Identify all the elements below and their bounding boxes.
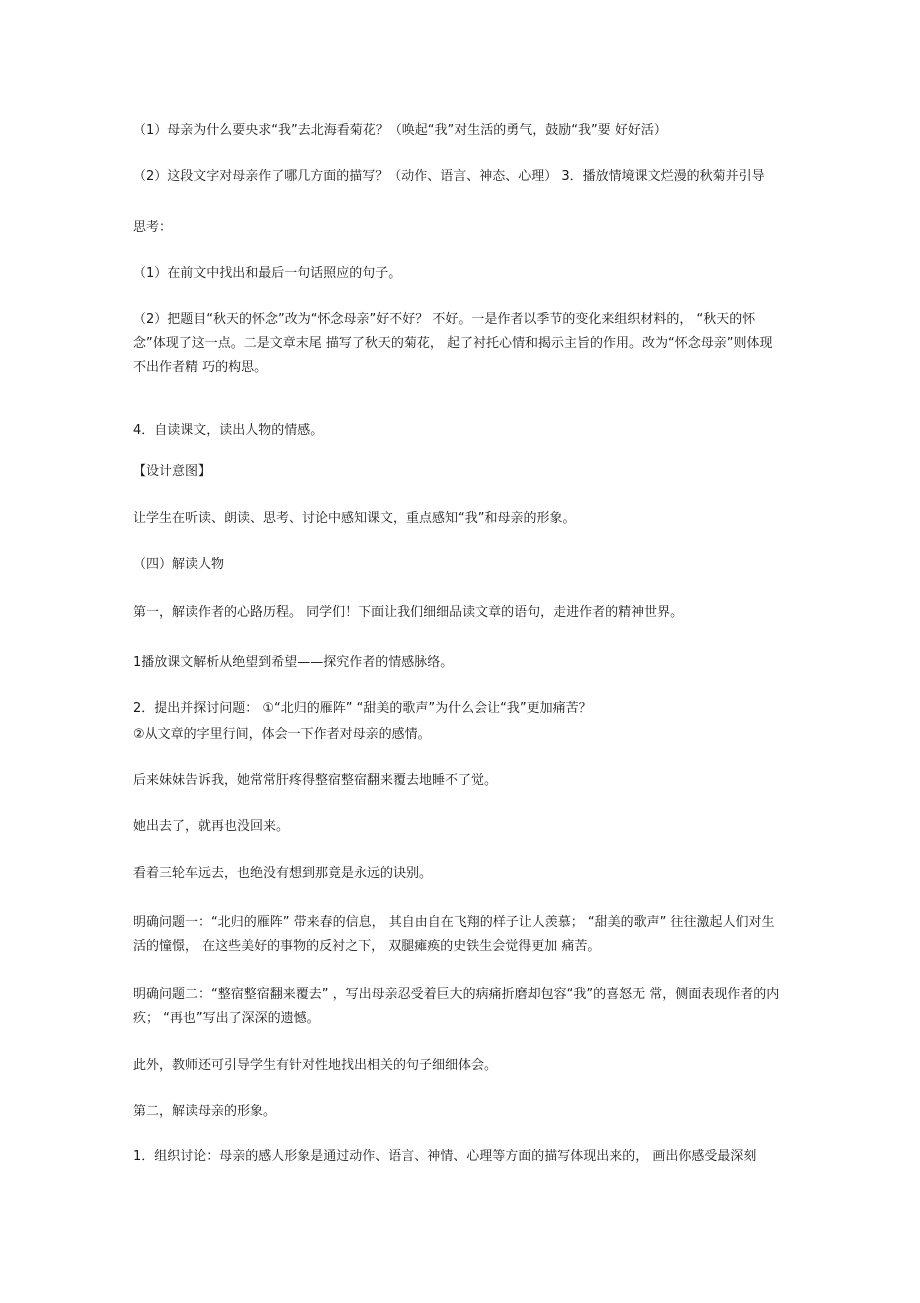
teacher-guide-line: 此外，教师还可引导学生有针对性地找出相关的句子细细体会。 [133,1058,498,1073]
author-journey-line: 第一，解读作者的心路历程。 同学们！下面让我们细细品读文章的语句，走进作者的精神世界。 [133,605,684,620]
design-intent-text: 让学生在听读、朗读、思考、讨论中感知课文，重点感知“我”和母亲的形象。 [133,511,576,526]
think-label: 思考： [133,220,173,235]
mother-image-heading: 第二，解读母亲的形象。 [133,1104,277,1119]
quote-sister-line: 后来妹妹告诉我，她常常肝疼得整宿整宿翻来覆去地睡不了觉。 [133,773,498,788]
clarify-question-1: 明确问题一：“北归的雁阵” 带来春的信息， 其自由自在飞翔的样子让人羡慕； “甜美的歌声” 往往激起人们对生活的憧憬， 在这些美好的事物的反衬之下， 双腿瘫痪的史铁生会觉得更加 痛苦。 [133,915,775,954]
read-aloud-step: 4．自读课文，读出人物的情感。 [133,423,324,438]
quote-never-back-line: 她出去了，就再也没回来。 [133,819,290,834]
discussion-question-line: 2．提出并探讨问题： ①“北归的雁阵” “甜美的歌声”为什么会让“我”更加痛苦？ [133,701,592,716]
feeling-question-line: ②从文章的字里行间，体会一下作者对母亲的感情。 [133,727,431,742]
find-sentence-line: （1）在前文中找出和最后一句话照应的句子。 [133,266,402,281]
section-heading-characters: （四）解读人物 [133,557,225,572]
question-1-line: （1）母亲为什么要央求“我”去北海看菊花？（唤起“我”对生活的勇气，鼓励“我”要 好好活） [133,123,667,138]
title-change-paragraph: （2）把题目“秋天的怀念”改为“怀念母亲”好不好？ 不好。一是作者以季节的变化来组织材料的， “秋天的怀念”体现了这一点。二是文章末尾 描写了秋天的菊花， 起了衬托心情和揭示主旨的作用。改为“怀念母亲”则体现不出作者精 巧的构思。 [133,312,773,375]
quote-farewell-line: 看着三轮车远去，也绝没有想到那竟是永远的诀别。 [133,866,433,881]
play-analysis-line: 1播放课文解析从绝望到希望——探究作者的情感脉络。 [133,655,454,670]
organize-discussion-line: 1．组织讨论：母亲的感人形象是通过动作、语言、神情、心理等方面的描写体现出来的， 画出你感受最深刻 [133,1149,757,1164]
question-2-line: （2）这段文字对母亲作了哪几方面的描写？（动作、语言、神态、心理） 3．播放情境课文烂漫的秋菊并引导 [133,169,765,184]
clarify-question-2: 明确问题二：“整宿整宿翻来覆去” ，写出母亲忍受着巨大的病痛折磨却包容“我”的喜怒无 常，侧面表现作者的内疚； “再也”写出了深深的遗憾。 [133,987,780,1026]
design-intent-heading: 【设计意图】 [133,464,212,479]
